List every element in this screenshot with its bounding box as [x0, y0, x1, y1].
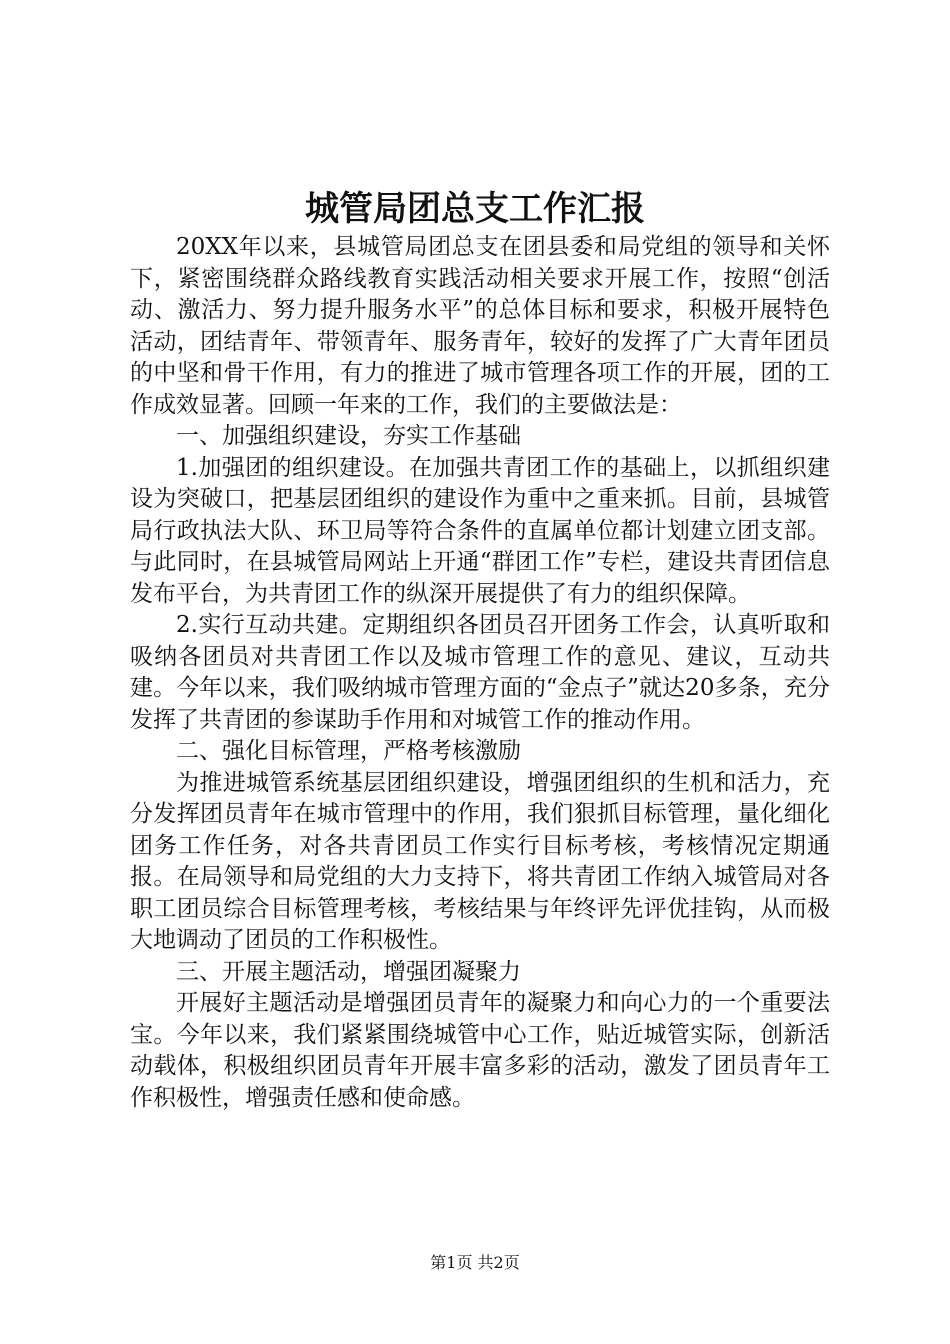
paragraph-target-management: 为推进城管系统基层团组织建设，增强团组织的生机和活力，充分发挥团员青年在城市管理中的作用，我们狠抓目标管理，量化细化团务工作任务，对各共青团员工作实行目标考核，考核情况定期通报。在局领导和局党组的大力支持下，将共青团工作纳入城管局对各职工团员综合目标管理考核，考核结果与年终评先评优挂钩，从而极大地调动了团员的工作积极性。 [130, 769, 830, 953]
section-heading-3: 三、开展主题活动，增强团凝聚力 [176, 958, 521, 985]
page-title: 城管局团总支工作汇报 [305, 189, 645, 229]
page-footer: 第1页 共2页 [430, 1253, 520, 1272]
paragraph-theme-activities: 开展好主题活动是增强团员青年的凝聚力和向心力的一个重要法宝。今年以来，我们紧紧围绕城管中心工作，贴近城管实际，创新活动载体，积极组织团员青年开展丰富多彩的活动，激发了团员青年工作积极性，增强责任感和使命感。 [130, 990, 830, 1111]
document-body [130, 232, 830, 1114]
paragraph-interactive-building: 2.实行互动共建。定期组织各团员召开团务工作会，认真听取和吸纳各团员对共青团工作以及城市管理工作的意见、建议，互动共建。今年以来，我们吸纳城市管理方面的“金点子”就达20多条，充分发挥了共青团的参谋助手作用和对城管工作的推动作用。 [130, 612, 830, 733]
paragraph-intro: 20XX年以来，县城管局团总支在团县委和局党组的领导和关怀下，紧密围绕群众路线教育实践活动相关要求开展工作，按照“创活动、激活力、努力提升服务水平”的总体目标和要求，积极开展特色活动，团结青年、带领青年、服务青年，较好的发挥了广大青年团员的中坚和骨干作用，有力的推进了城市管理各项工作的开展，团的工作成效显著。回顾一年来的工作，我们的主要做法是： [130, 234, 830, 418]
section-heading-2: 二、强化目标管理，严格考核激励 [176, 738, 521, 764]
section-heading-1: 一、加强组织建设，夯实工作基础 [176, 423, 521, 449]
paragraph-organization-building: 1.加强团的组织建设。在加强共青团工作的基础上，以抓组织建设为突破口，把基层团组织的建设作为重中之重来抓。目前，县城管局行政执法大队、环卫局等符合条件的直属单位都计划建立团支部。与此同时，在县城管局网站上开通“群团工作”专栏，建设共青团信息发布平台，为共青团工作的纵深开展提供了有力的组织保障。 [130, 454, 830, 607]
